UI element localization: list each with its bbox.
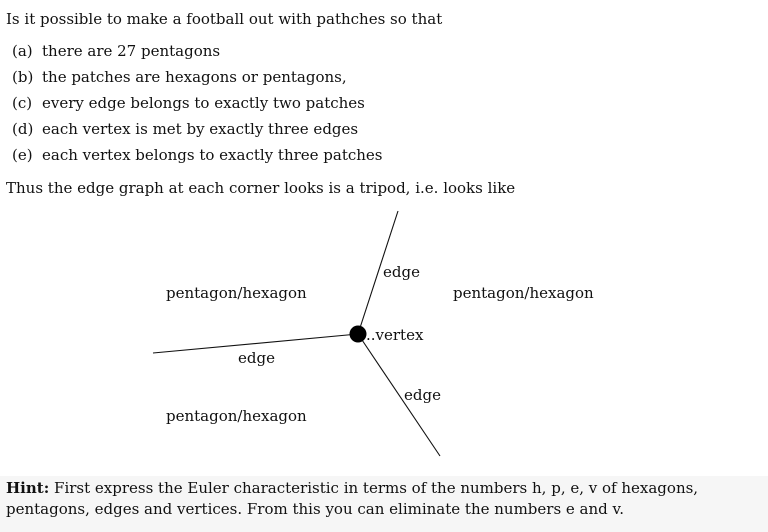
hint-paragraph xyxy=(6,478,756,520)
intro-text: Is it possible to make a football out with pathches so that xyxy=(6,10,443,28)
condition-text: every edge belongs to exactly two patches xyxy=(42,94,365,112)
condition-text: each vertex is met by exactly three edges xyxy=(42,120,359,138)
condition-text: there are 27 pentagons xyxy=(42,42,221,60)
condition-text: each vertex belongs to exactly three patches xyxy=(42,146,383,164)
edge-label-left: edge xyxy=(238,349,275,367)
condition-label: (b) xyxy=(12,68,34,86)
condition-label: (a) xyxy=(12,42,33,60)
edge-label-top: edge xyxy=(383,263,420,281)
region-label-top-right: pentagon/hexagon xyxy=(453,284,594,302)
vertex-dot xyxy=(350,326,367,343)
hint-text: First express the Euler characteristic in terms of the numbers h, p, e, v of hexagons, pentagons, edges and vertices. From this you can eliminate the numbers e and v. xyxy=(6,479,699,518)
condition-text: the patches are hexagons or pentagons, xyxy=(42,68,347,86)
tripod-sentence: Thus the edge graph at each corner looks is a tripod, i.e. looks like xyxy=(6,179,516,197)
hint-label: Hint: xyxy=(6,479,50,497)
condition-label: (e) xyxy=(12,146,33,164)
vertex-label: ..vertex xyxy=(366,326,424,344)
edge-label-bottom: edge xyxy=(404,386,441,404)
region-label-top-left: pentagon/hexagon xyxy=(166,284,307,302)
condition-label: (d) xyxy=(12,120,34,138)
condition-label: (c) xyxy=(12,94,33,112)
region-label-bottom: pentagon/hexagon xyxy=(166,407,307,425)
